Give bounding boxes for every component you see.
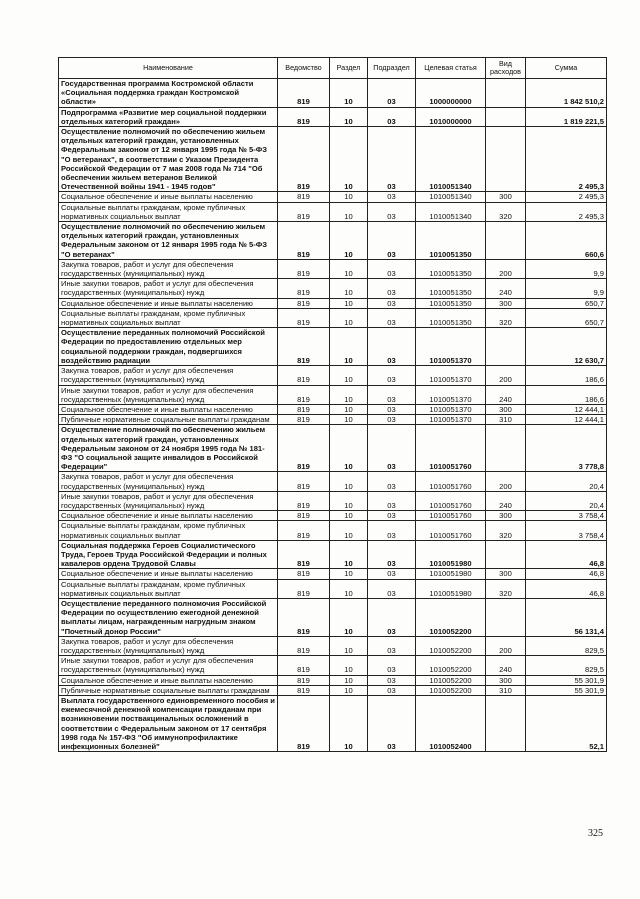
cell-section: 10	[330, 404, 368, 414]
cell-name: Подпрограмма «Развитие мер социальной поддержки отдельных категорий граждан»	[59, 107, 278, 126]
cell-sum: 3 778,8	[526, 425, 607, 472]
table-row	[59, 298, 607, 308]
cell-sum: 829,5	[526, 636, 607, 655]
cell-expense	[486, 328, 526, 366]
cell-subsection: 03	[368, 192, 416, 202]
cell-section: 10	[330, 521, 368, 540]
cell-section: 10	[330, 540, 368, 569]
cell-subsection: 03	[368, 308, 416, 327]
cell-sum: 2 495,3	[526, 127, 607, 192]
cell-sum: 46,8	[526, 540, 607, 569]
cell-dept: 819	[278, 192, 330, 202]
cell-name: Социальное обеспечение и иные выплаты населению	[59, 192, 278, 202]
cell-name: Осуществление переданного полномочия Российской Федерации по осуществлению ежегодной денежной выплаты лицам, награжденным нагрудным знаком "Почетный донор России"	[59, 598, 278, 636]
cell-expense: 240	[486, 491, 526, 510]
cell-subsection: 03	[368, 425, 416, 472]
cell-expense: 310	[486, 415, 526, 425]
cell-subsection: 03	[368, 127, 416, 192]
table-row	[59, 696, 607, 752]
table-row	[59, 222, 607, 260]
cell-section: 10	[330, 425, 368, 472]
cell-subsection: 03	[368, 404, 416, 414]
table-row	[59, 366, 607, 385]
table-row	[59, 425, 607, 472]
document-page	[58, 57, 606, 752]
cell-name: Закупка товаров, работ и услуг для обеспечения государственных (муниципальных) нужд	[59, 472, 278, 491]
cell-section: 10	[330, 569, 368, 579]
page-number: 325	[588, 828, 603, 839]
cell-target: 1010051350	[416, 259, 486, 278]
cell-target: 1010051370	[416, 366, 486, 385]
cell-subsection: 03	[368, 636, 416, 655]
cell-target: 1010051760	[416, 472, 486, 491]
cell-section: 10	[330, 127, 368, 192]
cell-name: Закупка товаров, работ и услуг для обеспечения государственных (муниципальных) нужд	[59, 366, 278, 385]
cell-expense: 300	[486, 298, 526, 308]
table-row	[59, 202, 607, 221]
cell-name: Осуществление полномочий по обеспечению жильем отдельных категорий граждан, установленных Федеральным законом от 12 января 1995 года № 5-ФЗ "О ветеранах", в соответствии с Указом Президента Российской Федерации от 7 мая 2008 года № 714 "Об обеспечении жильем ветеранов Великой Отечественной войны 1941 - 1945 годов"	[59, 127, 278, 192]
cell-sum: 3 758,4	[526, 511, 607, 521]
cell-target: 1010051350	[416, 279, 486, 298]
table-row	[59, 511, 607, 521]
cell-sum: 186,6	[526, 366, 607, 385]
cell-dept: 819	[278, 298, 330, 308]
cell-expense: 320	[486, 202, 526, 221]
cell-sum: 650,7	[526, 298, 607, 308]
cell-target: 1010051370	[416, 385, 486, 404]
cell-subsection: 03	[368, 491, 416, 510]
cell-subsection: 03	[368, 385, 416, 404]
cell-expense	[486, 79, 526, 108]
cell-sum: 9,9	[526, 259, 607, 278]
cell-target: 1010051760	[416, 491, 486, 510]
cell-sum: 2 495,3	[526, 192, 607, 202]
cell-section: 10	[330, 579, 368, 598]
cell-expense: 300	[486, 192, 526, 202]
header-target: Целевая статья	[416, 58, 486, 79]
table-row	[59, 385, 607, 404]
table-row	[59, 79, 607, 108]
cell-name: Осуществление полномочий по обеспечению жильем отдельных категорий граждан, установленных Федеральным законом от 24 ноября 1995 года № 181-ФЗ "О социальной защите инвалидов в Российской Федерации"	[59, 425, 278, 472]
cell-dept: 819	[278, 685, 330, 695]
cell-subsection: 03	[368, 472, 416, 491]
header-sum: Сумма	[526, 58, 607, 79]
cell-target: 1010051370	[416, 328, 486, 366]
cell-subsection: 03	[368, 511, 416, 521]
table-row	[59, 491, 607, 510]
cell-name: Публичные нормативные социальные выплаты гражданам	[59, 685, 278, 695]
cell-target: 1010051350	[416, 222, 486, 260]
cell-dept: 819	[278, 366, 330, 385]
cell-expense: 300	[486, 675, 526, 685]
table-row	[59, 127, 607, 192]
cell-name: Иные закупки товаров, работ и услуг для обеспечения государственных (муниципальных) нужд	[59, 656, 278, 675]
cell-expense: 200	[486, 472, 526, 491]
cell-section: 10	[330, 259, 368, 278]
cell-sum: 3 758,4	[526, 521, 607, 540]
cell-dept: 819	[278, 491, 330, 510]
cell-expense: 300	[486, 404, 526, 414]
cell-name: Социальная поддержка Героев Социалистического Труда, Героев Труда Российской Федерации и полных кавалеров ордена Трудовой Славы	[59, 540, 278, 569]
cell-sum: 12 630,7	[526, 328, 607, 366]
cell-name: Закупка товаров, работ и услуг для обеспечения государственных (муниципальных) нужд	[59, 259, 278, 278]
cell-target: 1010000000	[416, 107, 486, 126]
cell-sum: 1 819 221,5	[526, 107, 607, 126]
header-dept: Ведомство	[278, 58, 330, 79]
table-row	[59, 404, 607, 414]
header-expense: Вид расходов	[486, 58, 526, 79]
cell-dept: 819	[278, 511, 330, 521]
cell-subsection: 03	[368, 366, 416, 385]
cell-dept: 819	[278, 385, 330, 404]
cell-dept: 819	[278, 202, 330, 221]
table-row	[59, 598, 607, 636]
cell-name: Иные закупки товаров, работ и услуг для обеспечения государственных (муниципальных) нужд	[59, 279, 278, 298]
cell-subsection: 03	[368, 521, 416, 540]
table-row	[59, 328, 607, 366]
cell-dept: 819	[278, 222, 330, 260]
cell-name: Закупка товаров, работ и услуг для обеспечения государственных (муниципальных) нужд	[59, 636, 278, 655]
cell-section: 10	[330, 598, 368, 636]
cell-expense	[486, 540, 526, 569]
cell-subsection: 03	[368, 540, 416, 569]
cell-sum: 55 301,9	[526, 675, 607, 685]
cell-dept: 819	[278, 521, 330, 540]
cell-subsection: 03	[368, 107, 416, 126]
cell-subsection: 03	[368, 222, 416, 260]
cell-subsection: 03	[368, 279, 416, 298]
cell-subsection: 03	[368, 328, 416, 366]
table-row	[59, 107, 607, 126]
cell-dept: 819	[278, 540, 330, 569]
cell-target: 1010051370	[416, 404, 486, 414]
cell-section: 10	[330, 222, 368, 260]
cell-name: Социальное обеспечение и иные выплаты населению	[59, 675, 278, 685]
table-row	[59, 540, 607, 569]
table-row	[59, 569, 607, 579]
cell-expense: 320	[486, 579, 526, 598]
table-row	[59, 279, 607, 298]
table-row	[59, 192, 607, 202]
cell-sum: 46,8	[526, 579, 607, 598]
cell-target: 1010052200	[416, 685, 486, 695]
header-name: Наименование	[59, 58, 278, 79]
cell-section: 10	[330, 472, 368, 491]
cell-section: 10	[330, 279, 368, 298]
cell-sum: 46,8	[526, 569, 607, 579]
cell-expense	[486, 222, 526, 260]
cell-section: 10	[330, 636, 368, 655]
cell-subsection: 03	[368, 415, 416, 425]
cell-section: 10	[330, 328, 368, 366]
cell-subsection: 03	[368, 569, 416, 579]
cell-sum: 56 131,4	[526, 598, 607, 636]
cell-sum: 829,5	[526, 656, 607, 675]
cell-target: 1010052200	[416, 675, 486, 685]
table-row	[59, 685, 607, 695]
cell-dept: 819	[278, 107, 330, 126]
cell-target: 1010051350	[416, 308, 486, 327]
cell-subsection: 03	[368, 79, 416, 108]
cell-target: 1010051350	[416, 298, 486, 308]
cell-expense	[486, 127, 526, 192]
cell-name: Государственная программа Костромской области «Социальная поддержка граждан Костромской области»	[59, 79, 278, 108]
cell-target: 1010051370	[416, 415, 486, 425]
cell-name: Выплата государственного единовременного пособия и ежемесячной денежной компенсации гражданам при возникновении поствакцинальных осложнений в соответствии с Федеральным законом от 17 сентября 1998 года № 157-ФЗ "Об иммунопрофилактике инфекционных болезней"	[59, 696, 278, 752]
cell-expense: 300	[486, 569, 526, 579]
cell-subsection: 03	[368, 656, 416, 675]
cell-target: 1010052200	[416, 656, 486, 675]
cell-name: Социальное обеспечение и иные выплаты населению	[59, 404, 278, 414]
table-header-row	[59, 58, 607, 79]
cell-sum: 1 842 510,2	[526, 79, 607, 108]
cell-dept: 819	[278, 636, 330, 655]
cell-target: 1010052200	[416, 598, 486, 636]
cell-target: 1010051760	[416, 511, 486, 521]
cell-expense: 240	[486, 279, 526, 298]
cell-section: 10	[330, 685, 368, 695]
cell-expense: 200	[486, 636, 526, 655]
cell-expense	[486, 425, 526, 472]
header-subsection: Подраздел	[368, 58, 416, 79]
cell-name: Осуществление переданных полномочий Российской Федерации по предоставлению отдельных мер социальной поддержки граждан, подвергшихся воздействию радиации	[59, 328, 278, 366]
cell-section: 10	[330, 415, 368, 425]
cell-sum: 52,1	[526, 696, 607, 752]
budget-table	[58, 57, 607, 752]
cell-target: 1010051980	[416, 579, 486, 598]
cell-section: 10	[330, 675, 368, 685]
cell-dept: 819	[278, 308, 330, 327]
cell-section: 10	[330, 298, 368, 308]
cell-expense: 200	[486, 259, 526, 278]
cell-dept: 819	[278, 328, 330, 366]
table-body	[59, 79, 607, 752]
cell-expense: 300	[486, 511, 526, 521]
cell-name: Публичные нормативные социальные выплаты гражданам	[59, 415, 278, 425]
table-row	[59, 415, 607, 425]
cell-sum: 12 444,1	[526, 415, 607, 425]
cell-dept: 819	[278, 425, 330, 472]
cell-expense	[486, 696, 526, 752]
cell-dept: 819	[278, 675, 330, 685]
cell-sum: 650,7	[526, 308, 607, 327]
cell-name: Иные закупки товаров, работ и услуг для обеспечения государственных (муниципальных) нужд	[59, 385, 278, 404]
cell-subsection: 03	[368, 298, 416, 308]
cell-sum: 55 301,9	[526, 685, 607, 695]
table-row	[59, 579, 607, 598]
cell-name: Социальное обеспечение и иные выплаты населению	[59, 511, 278, 521]
cell-section: 10	[330, 511, 368, 521]
cell-sum: 660,6	[526, 222, 607, 260]
cell-dept: 819	[278, 79, 330, 108]
cell-dept: 819	[278, 579, 330, 598]
cell-sum: 20,4	[526, 491, 607, 510]
cell-subsection: 03	[368, 598, 416, 636]
cell-target: 1010051760	[416, 521, 486, 540]
cell-dept: 819	[278, 598, 330, 636]
cell-target: 1010051760	[416, 425, 486, 472]
cell-section: 10	[330, 366, 368, 385]
cell-dept: 819	[278, 404, 330, 414]
cell-dept: 819	[278, 656, 330, 675]
cell-sum: 9,9	[526, 279, 607, 298]
cell-subsection: 03	[368, 675, 416, 685]
cell-name: Социальные выплаты гражданам, кроме публичных нормативных социальных выплат	[59, 308, 278, 327]
cell-name: Социальное обеспечение и иные выплаты населению	[59, 298, 278, 308]
table-row	[59, 656, 607, 675]
cell-target: 1010051340	[416, 127, 486, 192]
cell-sum: 2 495,3	[526, 202, 607, 221]
cell-name: Социальные выплаты гражданам, кроме публичных нормативных социальных выплат	[59, 521, 278, 540]
cell-target: 1010051340	[416, 192, 486, 202]
table-row	[59, 521, 607, 540]
cell-section: 10	[330, 308, 368, 327]
cell-dept: 819	[278, 127, 330, 192]
cell-expense	[486, 598, 526, 636]
table-row	[59, 636, 607, 655]
table-row	[59, 472, 607, 491]
cell-target: 1010051980	[416, 569, 486, 579]
cell-expense: 200	[486, 366, 526, 385]
cell-sum: 12 444,1	[526, 404, 607, 414]
cell-expense: 240	[486, 385, 526, 404]
table-row	[59, 308, 607, 327]
cell-dept: 819	[278, 415, 330, 425]
cell-subsection: 03	[368, 202, 416, 221]
cell-expense: 320	[486, 521, 526, 540]
cell-section: 10	[330, 696, 368, 752]
cell-dept: 819	[278, 569, 330, 579]
header-section: Раздел	[330, 58, 368, 79]
cell-subsection: 03	[368, 696, 416, 752]
table-row	[59, 675, 607, 685]
cell-dept: 819	[278, 259, 330, 278]
cell-target: 1010051980	[416, 540, 486, 569]
cell-name: Социальное обеспечение и иные выплаты населению	[59, 569, 278, 579]
table-row	[59, 259, 607, 278]
cell-target: 1010052400	[416, 696, 486, 752]
cell-section: 10	[330, 192, 368, 202]
cell-expense	[486, 107, 526, 126]
cell-sum: 186,6	[526, 385, 607, 404]
cell-section: 10	[330, 107, 368, 126]
cell-name: Социальные выплаты гражданам, кроме публичных нормативных социальных выплат	[59, 579, 278, 598]
cell-expense: 240	[486, 656, 526, 675]
cell-name: Социальные выплаты гражданам, кроме публичных нормативных социальных выплат	[59, 202, 278, 221]
cell-name: Иные закупки товаров, работ и услуг для обеспечения государственных (муниципальных) нужд	[59, 491, 278, 510]
cell-section: 10	[330, 491, 368, 510]
cell-dept: 819	[278, 472, 330, 491]
cell-target: 1000000000	[416, 79, 486, 108]
cell-sum: 20,4	[526, 472, 607, 491]
cell-dept: 819	[278, 279, 330, 298]
cell-name: Осуществление полномочий по обеспечению жильем отдельных категорий граждан, установленных Федеральным законом от 12 января 1995 года № 5-ФЗ "О ветеранах"	[59, 222, 278, 260]
cell-expense: 320	[486, 308, 526, 327]
cell-target: 1010052200	[416, 636, 486, 655]
cell-dept: 819	[278, 696, 330, 752]
cell-section: 10	[330, 79, 368, 108]
cell-section: 10	[330, 656, 368, 675]
cell-expense: 310	[486, 685, 526, 695]
cell-subsection: 03	[368, 259, 416, 278]
cell-subsection: 03	[368, 685, 416, 695]
cell-section: 10	[330, 202, 368, 221]
cell-subsection: 03	[368, 579, 416, 598]
cell-target: 1010051340	[416, 202, 486, 221]
cell-section: 10	[330, 385, 368, 404]
